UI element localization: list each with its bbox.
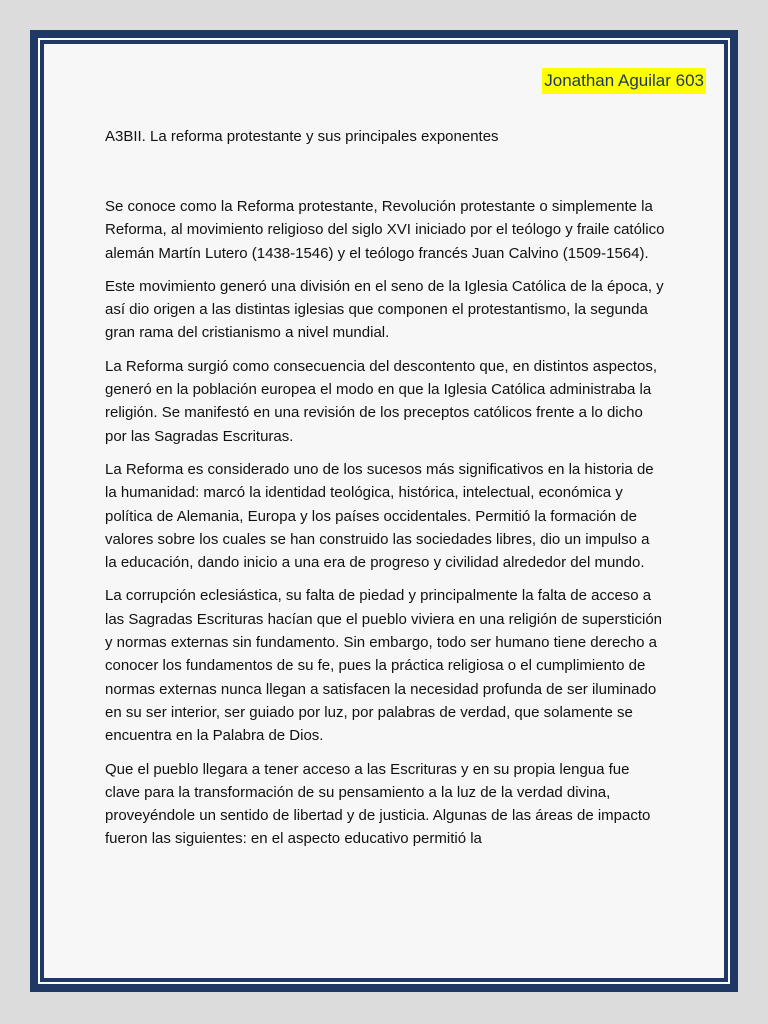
paragraph: La corrupción eclesiástica, su falta de piedad y principalmente la falta de acceso a las Sagradas Escrituras hacían que el pueblo viviera en una religión de superstición y normas externas sin fundamento. Sin embargo, todo ser humano tiene derecho a conocer los fundamentos de su fe, pues la práctica religiosa o el cumplimiento de normas externas nunca llegan a satisfacen la necesidad profunda de ser iluminado en su ser interior, ser guiado por luz, por palabras de verdad, que solamente se encuentra en la Palabra de Dios. (105, 587, 662, 745)
document-page (44, 44, 724, 978)
paragraph: Que el pueblo llegara a tener acceso a las Escrituras y en su propia lengua fue clave para la transformación de su pensamiento a la luz de la verdad divina, proveyéndole un sentido de libertad y de justicia. Algunas de las áreas de impacto fueron las siguientes: en el aspecto educativo permitió la (105, 760, 651, 848)
paragraph: Este movimiento generó una división en el seno de la Iglesia Católica de la época, y así dio origen a las distintas iglesias que componen el protestantismo, la segunda gran rama del cristianismo a nivel mundial. (105, 277, 664, 342)
author-name-highlight: Jonathan Aguilar 603 (542, 68, 706, 94)
page-inner-border (38, 38, 730, 984)
paragraph: Se conoce como la Reforma protestante, Revolución protestante o simplemente la Reforma, al movimiento religioso del siglo XVI iniciado por el teólogo y fraile católico alemán Martín Lutero (1438-1546) y el teólogo francés Juan Calvino (1509-1564). (105, 198, 665, 262)
page-border-frame (30, 30, 738, 992)
document-body (105, 195, 665, 861)
paragraph: La Reforma surgió como consecuencia del descontento que, en distintos aspectos, generó en la población europea el modo en que la Iglesia Católica administraba la religión. Se manifestó en una revisión de los preceptos católicos frente a lo dicho por las Sagradas Escrituras. (105, 357, 657, 445)
document-title: A3BII. La reforma protestante y sus principales exponentes (105, 128, 499, 145)
paragraph: La Reforma es considerado uno de los sucesos más significativos en la historia de la humanidad: marcó la identidad teológica, histórica, intelectual, económica y política de Alemania, Europa y los países occidentales. Permitió la formación de valores sobre los cuales se han construido las sociedades libres, dio un impulso a la educación, dando inicio a una era de progreso y civilidad alrededor del mundo. (105, 460, 654, 572)
